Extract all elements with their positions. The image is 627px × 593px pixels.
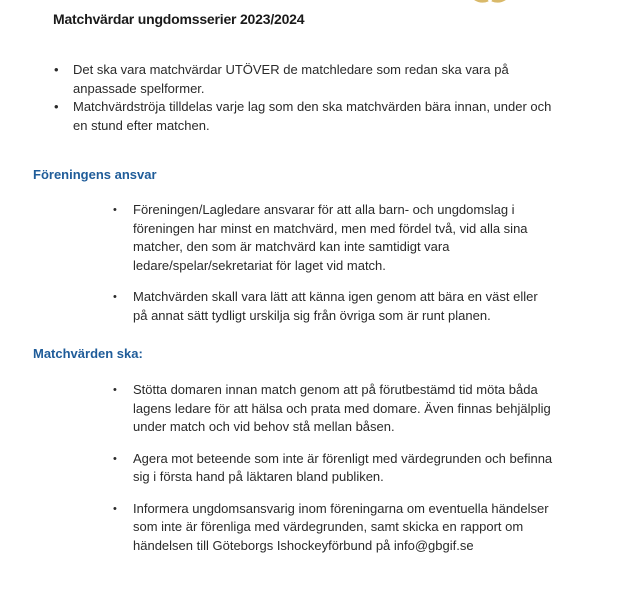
bullet-icon: • bbox=[113, 452, 117, 465]
bullet-icon: • bbox=[113, 502, 117, 515]
section-heading-matchvarden-ska: Matchvärden ska: bbox=[33, 346, 143, 361]
list-item-text: Stötta domaren innan match genom att på förutbestämd tid möta båda lagens ledare för att hälsa och prata med domare. Även finnas behjälplig under match och vid behov stå mellan båsen. bbox=[133, 382, 551, 434]
bullet-icon: • bbox=[113, 291, 117, 303]
list-item-text: Det ska vara matchvärdar UTÖVER de matchledare som redan ska vara på anpassade spelformer. bbox=[73, 62, 509, 96]
list-item bbox=[113, 500, 553, 556]
matchvarden-ska-list bbox=[113, 381, 553, 555]
bullet-icon: • bbox=[54, 62, 59, 77]
document-title: Matchvärdar ungdomsserier 2023/2024 bbox=[53, 11, 305, 27]
list-item bbox=[113, 381, 553, 437]
list-item bbox=[113, 288, 553, 325]
bullet-icon: • bbox=[54, 99, 59, 114]
list-item bbox=[113, 450, 553, 487]
list-item-text: Matchvärden skall vara lätt att känna igen genom att bära en väst eller på annat sätt tydligt urskilja sig från övriga som är runt planen. bbox=[133, 289, 538, 323]
list-item bbox=[54, 98, 553, 135]
list-item-text: Matchvärdströja tilldelas varje lag som den ska matchvärden bära innan, under och en stund efter matchen. bbox=[73, 99, 552, 133]
foreningens-ansvar-list bbox=[113, 201, 553, 325]
section-heading-foreningens-ansvar: Föreningens ansvar bbox=[33, 167, 157, 182]
intro-bullet-list bbox=[54, 61, 553, 135]
list-item bbox=[113, 201, 553, 275]
bullet-icon: • bbox=[113, 384, 117, 396]
list-item-text: Informera ungdomsansvarig inom föreningarna om eventuella händelser som inte är förenliga med värdegrunden, samt skicka en rapport om händelsen till Göteborgs Ishockeyförbund på info@gbgif.se bbox=[133, 500, 549, 553]
list-item bbox=[54, 61, 553, 98]
bullet-icon: • bbox=[113, 204, 117, 216]
list-item-text: Agera mot beteende som inte är förenligt med värdegrunden och befinna sig i första hand på läktaren bland publiken. bbox=[133, 450, 553, 484]
laurel-crest-icon bbox=[466, 0, 514, 8]
list-item-text: Föreningen/Lagledare ansvarar för att alla barn- och ungdomslag i föreningen har minst en matchvärd, men med fördel två, vid alla sina matcher, den som är matchvärd kan inte samtidigt vara ledare/spelar/sekretariat för laget vid match. bbox=[133, 202, 528, 273]
